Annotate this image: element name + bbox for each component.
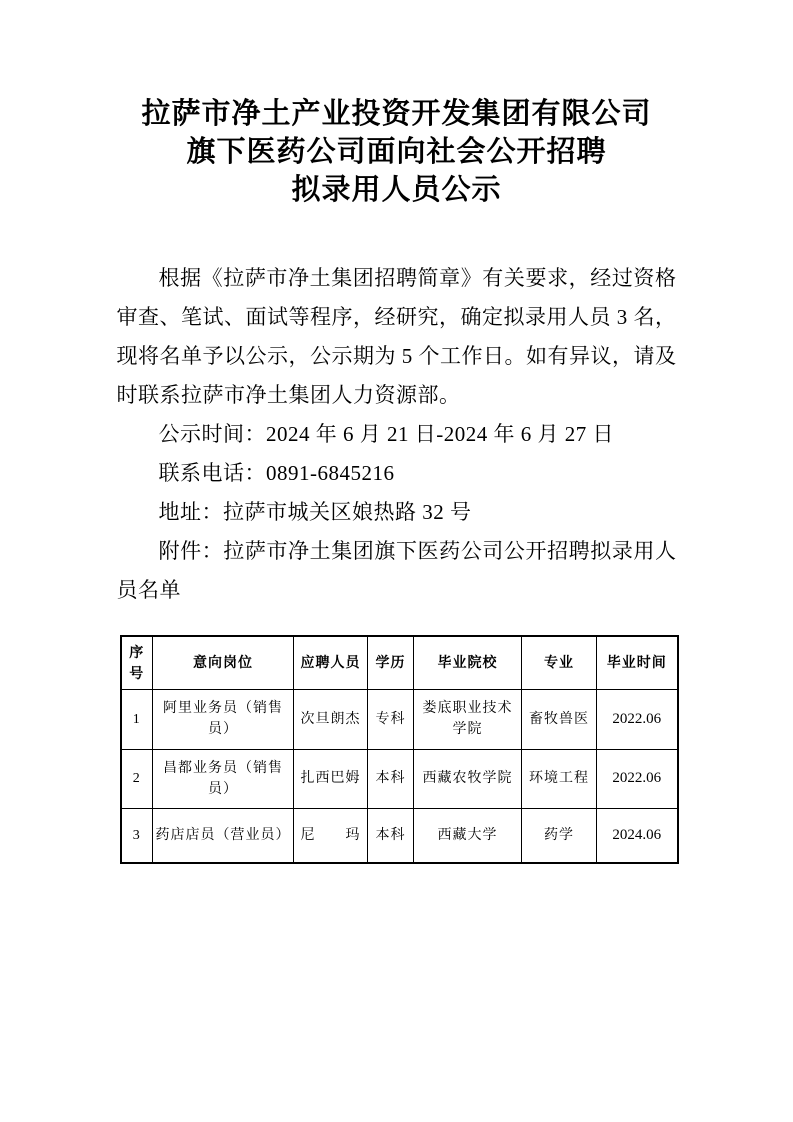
cell-position: 昌都业务员（销售员） [153,749,294,808]
doc-body [117,259,677,610]
cell-education: 本科 [368,808,414,863]
cell-school: 娄底职业技术学院 [414,689,522,749]
col-header-index: 序号 [121,636,153,689]
cell-candidate: 次旦朗杰 [294,689,368,749]
cell-position: 药店店员（营业员） [153,808,294,863]
doc-title-line-3: 拟录用人员公示 [291,174,502,206]
cell-graduation-date: 2024.06 [597,808,678,863]
doc-title-line-1: 拉萨市净土产业投资开发集团有限公司 [141,98,652,130]
col-header-position: 意向岗位 [153,636,294,689]
cell-education: 专科 [368,689,414,749]
contact-phone-line: 联系电话：0891-6845216 [158,461,395,485]
candidates-table [120,635,679,864]
cell-candidate: 扎西巴姆 [294,749,368,808]
document-page [117,0,677,864]
cell-index: 3 [121,808,153,863]
intro-paragraph: 根据《拉萨市净土集团招聘简章》有关要求，经过资格审查、笔试、面试等程序，经研究，确定拟录用人员 3 名，现将名单予以公示，公示期为 5 个工作日。如有异议，请及时联系拉萨市净土集团人力资源部。 [116,266,677,407]
cell-index: 2 [121,749,153,808]
col-header-education: 学历 [368,636,414,689]
col-header-major: 专业 [522,636,597,689]
table-row [121,749,678,808]
col-header-graduation-date: 毕业时间 [597,636,678,689]
cell-major: 药学 [522,808,597,863]
cell-candidate: 尼 玛 [294,808,368,863]
address-line: 地址：拉萨市城关区娘热路 32 号 [158,500,472,524]
cell-school: 西藏农牧学院 [414,749,522,808]
table-header-row [121,636,678,689]
cell-graduation-date: 2022.06 [597,689,678,749]
attachment-line: 附件：拉萨市净土集团旗下医药公司公开招聘拟录用人员名单 [116,539,677,602]
cell-education: 本科 [368,749,414,808]
doc-title [117,95,677,209]
col-header-candidate: 应聘人员 [294,636,368,689]
doc-title-line-2: 旗下医药公司面向社会公开招聘 [186,136,607,168]
cell-graduation-date: 2022.06 [597,749,678,808]
cell-position: 阿里业务员（销售员） [153,689,294,749]
cell-school: 西藏大学 [414,808,522,863]
publicity-period-line: 公示时间：2024 年 6 月 21 日-2024 年 6 月 27 日 [158,422,614,446]
cell-major: 环境工程 [522,749,597,808]
cell-major: 畜牧兽医 [522,689,597,749]
table-row [121,808,678,863]
table-row [121,689,678,749]
col-header-school: 毕业院校 [414,636,522,689]
cell-index: 1 [121,689,153,749]
